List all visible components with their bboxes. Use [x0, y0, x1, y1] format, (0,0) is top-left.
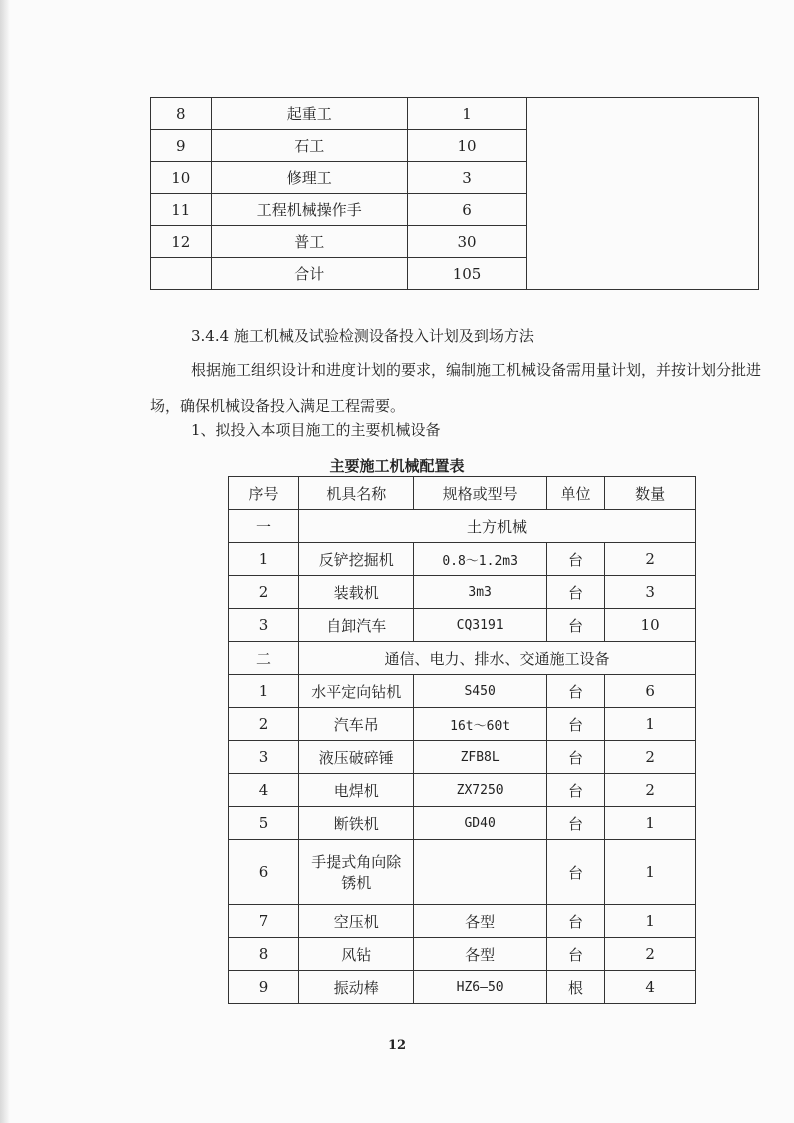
header-cell: 单位	[546, 477, 604, 510]
machine-spec	[414, 840, 547, 905]
worker-type: 普工	[211, 226, 407, 258]
section-subheading: 1、拟投入本项目施工的主要机械设备	[191, 421, 441, 439]
machine-unit: 台	[546, 576, 604, 609]
machine-qty: 10	[605, 609, 696, 642]
section-paragraph: 根据施工组织设计和进度计划的要求，编制施工机械设备需用量计划，并按计划分批进场，确保机械设备投入满足工程需要。	[150, 361, 762, 415]
machine-name: 装载机	[299, 576, 414, 609]
worker-type: 起重工	[211, 98, 407, 130]
row-number: 10	[151, 162, 212, 194]
group-title: 通信、电力、排水、交通施工设备	[299, 642, 696, 675]
page-number: 12	[387, 1038, 407, 1053]
row-number: 1	[229, 543, 299, 576]
table-row	[229, 609, 696, 642]
machine-name: 断铁机	[299, 807, 414, 840]
header-cell: 机具名称	[299, 477, 414, 510]
machine-spec: 各型	[414, 938, 547, 971]
header-cell: 规格或型号	[414, 477, 547, 510]
header-cell: 数量	[605, 477, 696, 510]
machine-unit: 台	[546, 840, 604, 905]
machine-qty: 6	[605, 675, 696, 708]
table-row	[229, 576, 696, 609]
row-number: 9	[229, 971, 299, 1004]
machinery-table	[228, 476, 696, 1004]
machine-name: 振动棒	[299, 971, 414, 1004]
row-number: 11	[151, 194, 212, 226]
row-number: 3	[229, 609, 299, 642]
machine-spec: 16t～60t	[414, 708, 547, 741]
table-header-row	[229, 477, 696, 510]
scan-edge-shadow	[0, 0, 10, 1123]
labor-table	[150, 97, 759, 290]
machine-spec: S450	[414, 675, 547, 708]
machine-spec: CQ3191	[414, 609, 547, 642]
group-title: 土方机械	[299, 510, 696, 543]
machine-qty: 2	[605, 938, 696, 971]
table-row	[229, 741, 696, 774]
machine-name: 电焊机	[299, 774, 414, 807]
machine-name-line2: 锈机	[341, 874, 372, 892]
worker-type: 石工	[211, 130, 407, 162]
machine-name: 空压机	[299, 905, 414, 938]
row-number: 8	[151, 98, 212, 130]
group-label: 一	[229, 510, 299, 543]
machine-spec: ZFB8L	[414, 741, 547, 774]
table-row	[229, 708, 696, 741]
blank-cell	[527, 98, 759, 290]
machine-name: 自卸汽车	[299, 609, 414, 642]
row-number: 9	[151, 130, 212, 162]
table-row	[229, 807, 696, 840]
machine-unit: 台	[546, 609, 604, 642]
row-number: 4	[229, 774, 299, 807]
machine-spec: HZ6—50	[414, 971, 547, 1004]
group-row	[229, 510, 696, 543]
table-caption: 主要施工机械配置表	[329, 457, 465, 475]
machine-name: 反铲挖掘机	[299, 543, 414, 576]
machine-qty: 3	[605, 576, 696, 609]
table-row	[229, 905, 696, 938]
machine-spec: 0.8～1.2m3	[414, 543, 547, 576]
table-row	[151, 98, 759, 130]
machine-name: 汽车吊	[299, 708, 414, 741]
row-number: 7	[229, 905, 299, 938]
table-row	[229, 543, 696, 576]
machine-unit: 台	[546, 807, 604, 840]
machine-spec: 3m3	[414, 576, 547, 609]
machine-qty: 1	[605, 807, 696, 840]
machine-unit: 台	[546, 543, 604, 576]
row-number: 5	[229, 807, 299, 840]
worker-type: 修理工	[211, 162, 407, 194]
row-number: 2	[229, 708, 299, 741]
machine-unit: 台	[546, 905, 604, 938]
section-heading: 3.4.4 施工机械及试验检测设备投入计划及到场方法	[191, 327, 534, 345]
machine-unit: 台	[546, 741, 604, 774]
row-number	[151, 258, 212, 290]
machine-unit: 台	[546, 675, 604, 708]
table-row	[229, 971, 696, 1004]
group-row	[229, 642, 696, 675]
machine-name: 风钻	[299, 938, 414, 971]
row-number: 2	[229, 576, 299, 609]
machine-qty: 1	[605, 708, 696, 741]
worker-count: 1	[407, 98, 526, 130]
worker-count: 10	[407, 130, 526, 162]
machine-spec: ZX7250	[414, 774, 547, 807]
machine-qty: 2	[605, 741, 696, 774]
machine-name	[299, 840, 414, 905]
row-number: 12	[151, 226, 212, 258]
machine-spec: 各型	[414, 905, 547, 938]
machine-spec: GD40	[414, 807, 547, 840]
machine-qty: 1	[605, 840, 696, 905]
machine-name-line1: 手提式角向除	[311, 853, 402, 871]
table-row	[229, 840, 696, 905]
machine-unit: 台	[546, 774, 604, 807]
group-label: 二	[229, 642, 299, 675]
total-label: 合计	[211, 258, 407, 290]
table-row	[229, 774, 696, 807]
machine-qty: 1	[605, 905, 696, 938]
row-number: 8	[229, 938, 299, 971]
worker-type: 工程机械操作手	[211, 194, 407, 226]
machine-unit: 台	[546, 708, 604, 741]
worker-count: 3	[407, 162, 526, 194]
machine-unit: 台	[546, 938, 604, 971]
row-number: 3	[229, 741, 299, 774]
total-value: 105	[407, 258, 526, 290]
row-number: 1	[229, 675, 299, 708]
worker-count: 6	[407, 194, 526, 226]
row-number: 6	[229, 840, 299, 905]
machine-qty: 2	[605, 774, 696, 807]
header-cell: 序号	[229, 477, 299, 510]
machine-name: 液压破碎锤	[299, 741, 414, 774]
machine-qty: 2	[605, 543, 696, 576]
machine-unit: 根	[546, 971, 604, 1004]
table-row	[229, 675, 696, 708]
table-row	[229, 938, 696, 971]
machine-name: 水平定向钻机	[299, 675, 414, 708]
machine-qty: 4	[605, 971, 696, 1004]
worker-count: 30	[407, 226, 526, 258]
